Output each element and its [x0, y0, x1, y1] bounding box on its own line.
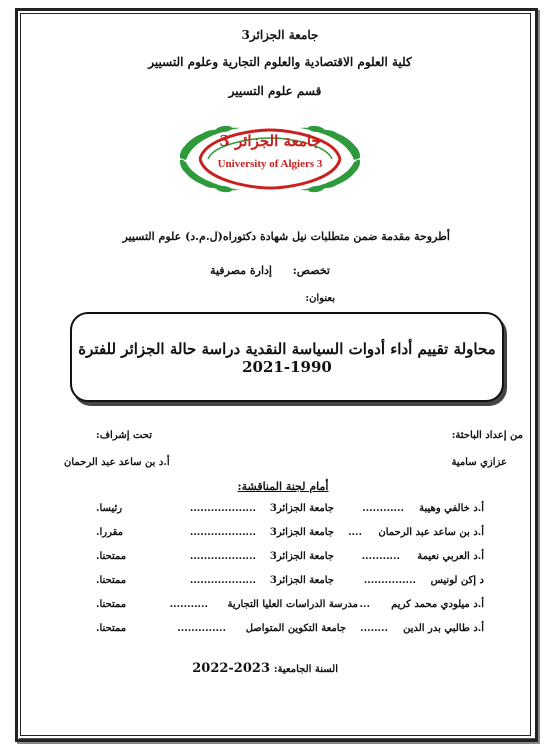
academic-year-label: السنة الجامعية: — [273, 664, 338, 675]
leader-dots: ............ — [362, 503, 404, 514]
member-role: ممتحنا. — [96, 575, 127, 586]
supervisor-label: تحت إشراف: — [96, 430, 153, 441]
committee-row — [96, 503, 484, 517]
preparer-name: عزازي سامية — [451, 457, 507, 468]
logo-latin-text: University of Algiers 3 — [217, 158, 323, 170]
member-institution: جامعة الجزائر3 — [269, 575, 334, 586]
leader-dots: ................... — [189, 575, 256, 586]
committee-row — [96, 575, 484, 589]
leader-dots: ................... — [189, 527, 256, 538]
leader-dots: ... — [359, 599, 370, 610]
preparer-label: من إعداد الباحثة: — [451, 430, 523, 441]
leader-dots: ................... — [189, 551, 256, 562]
member-institution: جامعة الجزائر3 — [269, 551, 334, 562]
logo-arabic-text: جامعة الجزائر 3 — [219, 132, 321, 150]
academic-year-value: 2022-2023 — [192, 661, 270, 676]
university-logo — [170, 118, 370, 200]
thesis-intro: أطروحة مقدمة ضمن متطلبات نيل شهادة دكتوراه(ل.م.د) علوم التسيير — [122, 230, 450, 243]
leader-dots: .............. — [177, 623, 226, 634]
committee-row — [96, 623, 484, 637]
faculty-name: كلية العلوم الاقتصادية والعلوم التجارية وعلوم التسيير — [148, 55, 412, 69]
member-role: مقررا. — [96, 527, 124, 538]
member-role: ممتحنا. — [96, 623, 127, 634]
member-name: أ.د العربي نعيمة — [417, 551, 484, 562]
leader-dots: .... — [348, 527, 362, 538]
member-name: أ.د بن ساعد عبد الرحمان — [378, 527, 484, 538]
thesis-title: محاولة تقييم أداء أدوات السياسة النقدية دراسة حالة الجزائر للفترة 1990-2021 — [78, 340, 496, 376]
member-name: د إكن لونيس — [430, 575, 484, 586]
member-institution: مدرسة الدراسات العليا التجارية — [227, 599, 358, 610]
specialty-value: إدارة مصرفية — [210, 264, 272, 277]
committee-row — [96, 551, 484, 565]
leader-dots: ........... — [169, 599, 208, 610]
member-name: أ.د ميلودي محمد كريم — [391, 599, 484, 610]
member-institution: جامعة الجزائر3 — [269, 503, 334, 514]
member-role: ممتحنا. — [96, 551, 127, 562]
member-role: رئيسا. — [96, 503, 123, 514]
member-name: أ.د خالفي وهيبة — [419, 503, 484, 514]
specialty-label: تخصص: — [292, 264, 330, 277]
thesis-title-box — [70, 312, 504, 402]
member-institution: جامعة التكوين المتواصل — [245, 623, 346, 634]
committee-row — [96, 527, 484, 541]
leader-dots: ........... — [361, 551, 400, 562]
leader-dots: ........ — [360, 623, 388, 634]
committee-row — [96, 599, 484, 613]
university-name: جامعة الجزائر3 — [241, 28, 319, 42]
committee-heading: أمام لجنة المناقشة: — [237, 480, 329, 493]
leader-dots: ............... — [363, 575, 416, 586]
member-role: ممتحنا. — [96, 599, 127, 610]
department-name: قسم علوم التسيير — [228, 84, 322, 98]
title-label: بعنوان: — [305, 293, 335, 304]
leader-dots: ................... — [189, 503, 256, 514]
member-name: أ.د طالبي بدر الدين — [403, 623, 484, 634]
supervisor-name: أ.د بن ساعد عبد الرحمان — [64, 457, 170, 468]
member-institution: جامعة الجزائر3 — [269, 527, 334, 538]
